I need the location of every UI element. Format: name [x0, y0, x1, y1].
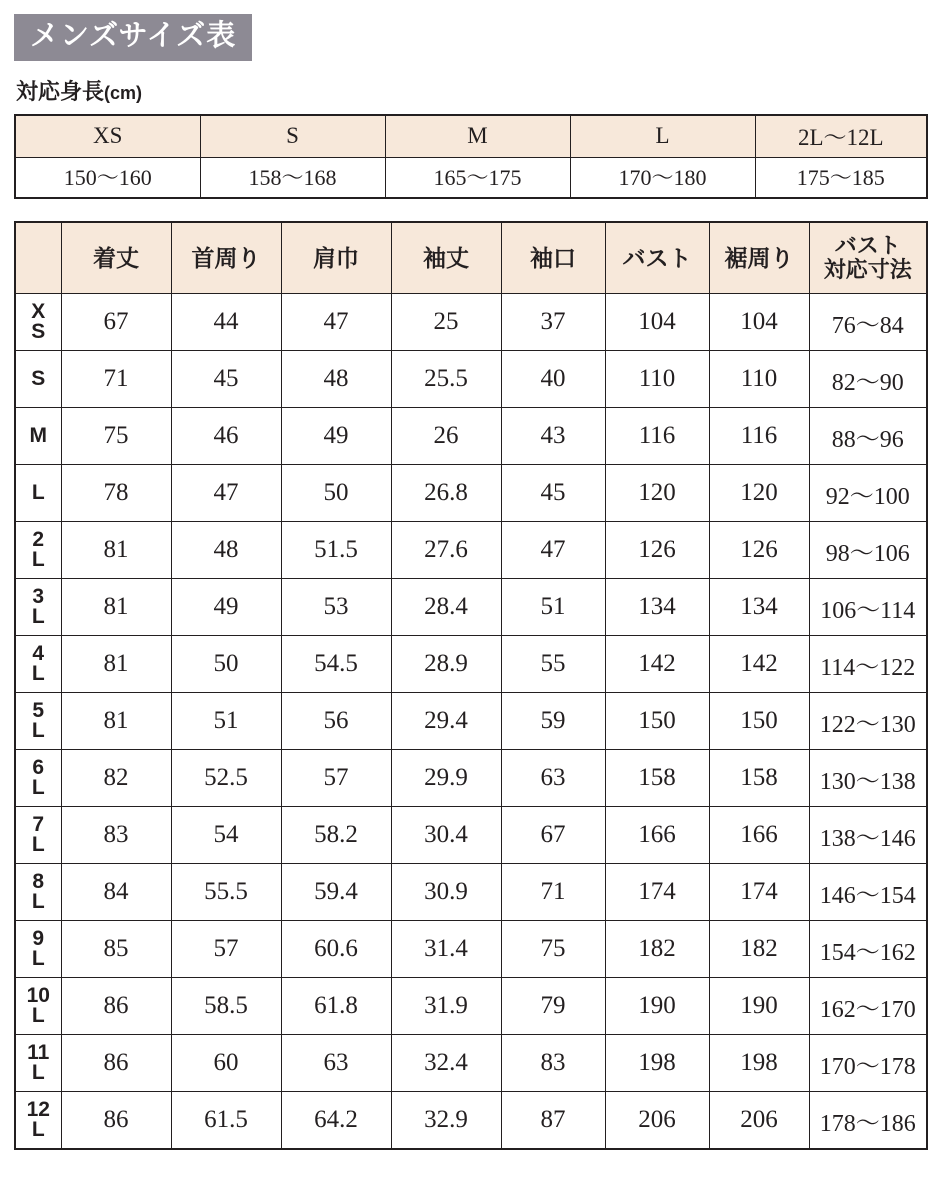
row-header-size — [15, 636, 61, 693]
cell-measurement: 50 — [281, 465, 391, 522]
cell-measurement: 67 — [501, 807, 605, 864]
measurements-header-row — [15, 222, 927, 294]
cell-measurement: 150 — [709, 693, 809, 750]
height-section-unit: (cm) — [104, 83, 143, 103]
cell-bust-reference: 76〜84 — [809, 294, 927, 351]
cell-measurement: 51.5 — [281, 522, 391, 579]
cell-measurement: 190 — [605, 978, 709, 1035]
row-header-size — [15, 465, 61, 522]
cell-measurement: 52.5 — [171, 750, 281, 807]
cell-measurement: 120 — [605, 465, 709, 522]
cell-bust-reference: 130〜138 — [809, 750, 927, 807]
cell-measurement: 87 — [501, 1092, 605, 1150]
cell-measurement: 48 — [281, 351, 391, 408]
col-header-bust-reference-line1: バスト — [834, 232, 901, 258]
cell-measurement: 31.9 — [391, 978, 501, 1035]
height-table-value-row — [15, 158, 927, 199]
cell-measurement: 85 — [61, 921, 171, 978]
row-header-size — [15, 522, 61, 579]
cell-bust-reference: 98〜106 — [809, 522, 927, 579]
row-header-size-line: L — [31, 719, 45, 742]
cell-measurement: 26.8 — [391, 465, 501, 522]
table-row — [15, 351, 927, 408]
row-header-size — [15, 1092, 61, 1150]
cell-measurement: 71 — [61, 351, 171, 408]
cell-measurement: 190 — [709, 978, 809, 1035]
cell-measurement: 46 — [171, 408, 281, 465]
cell-measurement: 63 — [281, 1035, 391, 1092]
row-header-size — [15, 921, 61, 978]
cell-measurement: 44 — [171, 294, 281, 351]
cell-bust-reference: 154〜162 — [809, 921, 927, 978]
cell-measurement: 158 — [605, 750, 709, 807]
col-header-bust-reference-line2: 対応寸法 — [823, 257, 912, 282]
cell-measurement: 47 — [501, 522, 605, 579]
row-header-size-line: 3 — [32, 585, 45, 609]
cell-measurement: 40 — [501, 351, 605, 408]
col-header-sleeve-length: 袖丈 — [391, 222, 501, 294]
cell-measurement: 58.5 — [171, 978, 281, 1035]
row-header-size-line: L — [31, 776, 45, 799]
height-col-xs: XS — [15, 115, 200, 158]
cell-measurement: 79 — [501, 978, 605, 1035]
row-header-size-line: 2 — [32, 528, 45, 552]
cell-measurement: 206 — [605, 1092, 709, 1150]
cell-measurement: 32.9 — [391, 1092, 501, 1150]
row-header-size-line: M — [29, 424, 47, 448]
cell-measurement: 104 — [605, 294, 709, 351]
cell-measurement: 28.9 — [391, 636, 501, 693]
height-table-header-row — [15, 115, 927, 158]
height-col-l: L — [570, 115, 755, 158]
row-header-size-line: S — [31, 367, 46, 391]
cell-measurement: 150 — [605, 693, 709, 750]
cell-measurement: 182 — [605, 921, 709, 978]
cell-measurement: 50 — [171, 636, 281, 693]
cell-measurement: 142 — [605, 636, 709, 693]
col-header-cuff: 袖口 — [501, 222, 605, 294]
cell-measurement: 110 — [605, 351, 709, 408]
cell-measurement: 28.4 — [391, 579, 501, 636]
cell-measurement: 37 — [501, 294, 605, 351]
table-row — [15, 1092, 927, 1150]
cell-measurement: 78 — [61, 465, 171, 522]
cell-bust-reference: 138〜146 — [809, 807, 927, 864]
cell-measurement: 58.2 — [281, 807, 391, 864]
table-row — [15, 978, 927, 1035]
height-section-label — [16, 75, 928, 106]
row-header-size — [15, 864, 61, 921]
cell-measurement: 59 — [501, 693, 605, 750]
row-header-size-line: 6 — [32, 756, 45, 780]
cell-measurement: 81 — [61, 693, 171, 750]
row-header-size-line: L — [31, 662, 45, 685]
col-header-shoulder: 肩巾 — [281, 222, 391, 294]
row-header-size — [15, 408, 61, 465]
cell-measurement: 30.9 — [391, 864, 501, 921]
cell-measurement: 55 — [501, 636, 605, 693]
row-header-size-line: L — [31, 1004, 45, 1027]
cell-bust-reference: 88〜96 — [809, 408, 927, 465]
cell-bust-reference: 178〜186 — [809, 1092, 927, 1150]
cell-measurement: 63 — [501, 750, 605, 807]
cell-bust-reference: 170〜178 — [809, 1035, 927, 1092]
cell-measurement: 64.2 — [281, 1092, 391, 1150]
table-row — [15, 921, 927, 978]
cell-measurement: 43 — [501, 408, 605, 465]
cell-measurement: 116 — [605, 408, 709, 465]
cell-measurement: 174 — [605, 864, 709, 921]
cell-bust-reference: 82〜90 — [809, 351, 927, 408]
cell-measurement: 83 — [61, 807, 171, 864]
col-header-bust-reference — [809, 222, 927, 294]
cell-measurement: 71 — [501, 864, 605, 921]
measurements-corner-cell — [15, 222, 61, 294]
cell-measurement: 84 — [61, 864, 171, 921]
cell-measurement: 29.9 — [391, 750, 501, 807]
cell-measurement: 75 — [501, 921, 605, 978]
height-value-m: 165〜175 — [385, 158, 570, 199]
row-header-size — [15, 579, 61, 636]
row-header-size-line: 11 — [27, 1041, 50, 1065]
cell-measurement: 134 — [605, 579, 709, 636]
cell-measurement: 31.4 — [391, 921, 501, 978]
row-header-size-line: L — [31, 1061, 45, 1084]
height-value-s: 158〜168 — [200, 158, 385, 199]
cell-measurement: 83 — [501, 1035, 605, 1092]
row-header-size — [15, 693, 61, 750]
table-row — [15, 294, 927, 351]
cell-measurement: 54 — [171, 807, 281, 864]
row-header-size — [15, 294, 61, 351]
cell-measurement: 45 — [501, 465, 605, 522]
cell-measurement: 25.5 — [391, 351, 501, 408]
row-header-size-line: S — [31, 320, 46, 343]
table-row — [15, 636, 927, 693]
row-header-size-line: 7 — [32, 813, 45, 837]
cell-measurement: 158 — [709, 750, 809, 807]
row-header-size — [15, 1035, 61, 1092]
row-header-size-line: L — [31, 548, 45, 571]
col-header-bust: バスト — [605, 222, 709, 294]
row-header-size-line: X — [31, 300, 46, 324]
cell-measurement: 142 — [709, 636, 809, 693]
row-header-size-line: L — [31, 481, 45, 505]
cell-measurement: 86 — [61, 978, 171, 1035]
height-section-label-text: 対応身長 — [16, 79, 105, 104]
cell-measurement: 206 — [709, 1092, 809, 1150]
table-row — [15, 579, 927, 636]
table-row — [15, 408, 927, 465]
cell-measurement: 51 — [171, 693, 281, 750]
cell-measurement: 47 — [281, 294, 391, 351]
cell-measurement: 61.8 — [281, 978, 391, 1035]
cell-measurement: 198 — [709, 1035, 809, 1092]
cell-measurement: 104 — [709, 294, 809, 351]
row-header-size-line: 10 — [26, 984, 50, 1008]
cell-measurement: 126 — [709, 522, 809, 579]
cell-measurement: 47 — [171, 465, 281, 522]
cell-measurement: 54.5 — [281, 636, 391, 693]
col-header-hem: 裾周り — [709, 222, 809, 294]
cell-bust-reference: 122〜130 — [809, 693, 927, 750]
row-header-size-line: L — [31, 605, 45, 628]
row-header-size-line: 5 — [32, 699, 45, 723]
cell-measurement: 198 — [605, 1035, 709, 1092]
row-header-size — [15, 750, 61, 807]
page-title: メンズサイズ表 — [14, 14, 252, 61]
height-col-s: S — [200, 115, 385, 158]
table-row — [15, 807, 927, 864]
cell-measurement: 53 — [281, 579, 391, 636]
height-table — [14, 114, 928, 199]
cell-measurement: 57 — [281, 750, 391, 807]
cell-measurement: 59.4 — [281, 864, 391, 921]
cell-measurement: 82 — [61, 750, 171, 807]
cell-measurement: 25 — [391, 294, 501, 351]
cell-measurement: 61.5 — [171, 1092, 281, 1150]
cell-measurement: 116 — [709, 408, 809, 465]
cell-measurement: 86 — [61, 1092, 171, 1150]
cell-bust-reference: 114〜122 — [809, 636, 927, 693]
table-row — [15, 750, 927, 807]
row-header-size — [15, 351, 61, 408]
row-header-size — [15, 978, 61, 1035]
row-header-size-line: L — [31, 833, 45, 856]
row-header-size-line: L — [31, 947, 45, 970]
measurements-section — [14, 221, 928, 1150]
cell-measurement: 110 — [709, 351, 809, 408]
table-row — [15, 465, 927, 522]
row-header-size-line: 9 — [32, 927, 45, 951]
cell-measurement: 67 — [61, 294, 171, 351]
cell-measurement: 45 — [171, 351, 281, 408]
row-header-size — [15, 807, 61, 864]
cell-measurement: 49 — [281, 408, 391, 465]
cell-measurement: 81 — [61, 522, 171, 579]
cell-measurement: 126 — [605, 522, 709, 579]
height-value-xs: 150〜160 — [15, 158, 200, 199]
cell-bust-reference: 146〜154 — [809, 864, 927, 921]
cell-measurement: 56 — [281, 693, 391, 750]
row-header-size-line: L — [31, 890, 45, 913]
col-header-body-length: 着丈 — [61, 222, 171, 294]
cell-measurement: 86 — [61, 1035, 171, 1092]
height-col-m: M — [385, 115, 570, 158]
cell-measurement: 55.5 — [171, 864, 281, 921]
row-header-size-line: 8 — [32, 870, 45, 894]
cell-measurement: 51 — [501, 579, 605, 636]
cell-bust-reference: 106〜114 — [809, 579, 927, 636]
cell-measurement: 81 — [61, 636, 171, 693]
cell-measurement: 134 — [709, 579, 809, 636]
cell-bust-reference: 92〜100 — [809, 465, 927, 522]
height-value-2l-12l: 175〜185 — [755, 158, 927, 199]
cell-measurement: 75 — [61, 408, 171, 465]
measurements-body — [15, 294, 927, 1150]
cell-measurement: 29.4 — [391, 693, 501, 750]
table-row — [15, 864, 927, 921]
row-header-size-line: 12 — [26, 1098, 50, 1122]
measurements-table — [14, 221, 928, 1150]
cell-measurement: 27.6 — [391, 522, 501, 579]
height-value-l: 170〜180 — [570, 158, 755, 199]
cell-measurement: 32.4 — [391, 1035, 501, 1092]
cell-measurement: 48 — [171, 522, 281, 579]
row-header-size-line: L — [31, 1118, 45, 1141]
table-row — [15, 1035, 927, 1092]
cell-measurement: 166 — [605, 807, 709, 864]
table-row — [15, 693, 927, 750]
cell-measurement: 182 — [709, 921, 809, 978]
cell-measurement: 26 — [391, 408, 501, 465]
cell-measurement: 60.6 — [281, 921, 391, 978]
cell-measurement: 174 — [709, 864, 809, 921]
table-row — [15, 522, 927, 579]
cell-measurement: 30.4 — [391, 807, 501, 864]
cell-measurement: 120 — [709, 465, 809, 522]
cell-measurement: 166 — [709, 807, 809, 864]
cell-measurement: 81 — [61, 579, 171, 636]
cell-measurement: 49 — [171, 579, 281, 636]
col-header-neck: 首周り — [171, 222, 281, 294]
cell-measurement: 57 — [171, 921, 281, 978]
row-header-size-line: 4 — [32, 642, 45, 666]
cell-measurement: 60 — [171, 1035, 281, 1092]
height-col-2l-12l: 2L〜12L — [755, 115, 927, 158]
cell-bust-reference: 162〜170 — [809, 978, 927, 1035]
